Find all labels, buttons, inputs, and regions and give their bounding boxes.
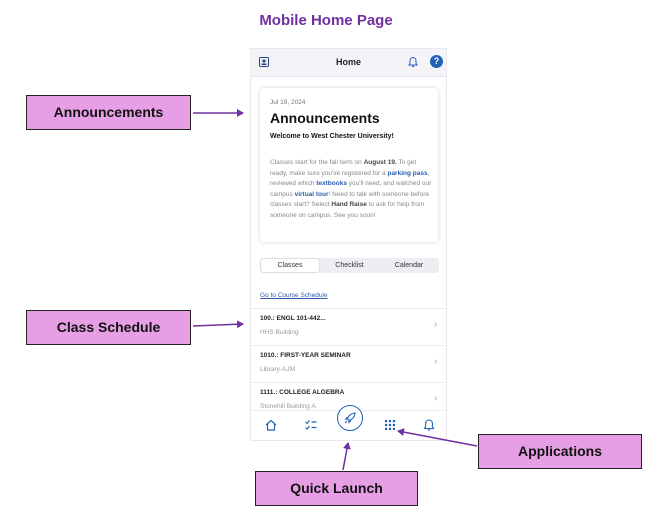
chevron-right-icon: › [434, 356, 438, 367]
callout-announcements: Announcements [26, 95, 191, 130]
tab-classes[interactable]: Classes [261, 259, 319, 272]
parking-pass-link[interactable]: parking pass [387, 169, 428, 177]
textbooks-link[interactable]: textbooks [316, 180, 347, 187]
hand-raise-text: Hand Raise [331, 201, 367, 208]
course-location: HHS Building [260, 329, 299, 336]
page-title: Home [335, 57, 361, 67]
announcement-body: Classes start for the fall term on August 19. To get ready, make sure you've registered for a parking pass, reviewed which textbooks you'll need, and watched our campus virtual tour! Need to talk with someone before classes start? Select Hand Raise to ask for help from someone on campus. See you soon! [270, 159, 432, 219]
course-code: 1111.: COLLEGE ALGEBRA [260, 389, 345, 396]
announcement-date: Jul 19, 2024 [270, 99, 306, 106]
callout-quick-launch: Quick Launch [255, 471, 418, 506]
callout-applications: Applications [478, 434, 642, 469]
tab-calendar[interactable]: Calendar [394, 262, 424, 269]
start-date: August 19. [363, 159, 397, 166]
announcement-welcome: Welcome to West Chester University! [270, 133, 394, 140]
course-schedule-link[interactable]: Go to Course Schedule [260, 292, 328, 299]
figure-title: Mobile Home Page [259, 12, 393, 29]
course-location: Library-AJM [260, 366, 296, 373]
virtual-tour-link[interactable]: virtual tour [294, 190, 329, 198]
announcement-heading: Announcements [270, 110, 380, 126]
course-code: 1010.: FIRST-YEAR SEMINAR [260, 352, 351, 359]
arrow-class-schedule [193, 324, 243, 326]
arrow-quick-launch [343, 443, 348, 470]
tab-checklist[interactable]: Checklist [335, 262, 364, 269]
help-icon[interactable]: ? [430, 55, 443, 68]
arrow-applications [398, 431, 477, 446]
callout-class-schedule: Class Schedule [26, 310, 191, 345]
course-code: 100.: ENGL 101-442... [260, 315, 326, 322]
chevron-right-icon: › [434, 319, 438, 330]
chevron-right-icon: › [434, 393, 438, 404]
course-location: Stonehill Building A [260, 403, 316, 410]
